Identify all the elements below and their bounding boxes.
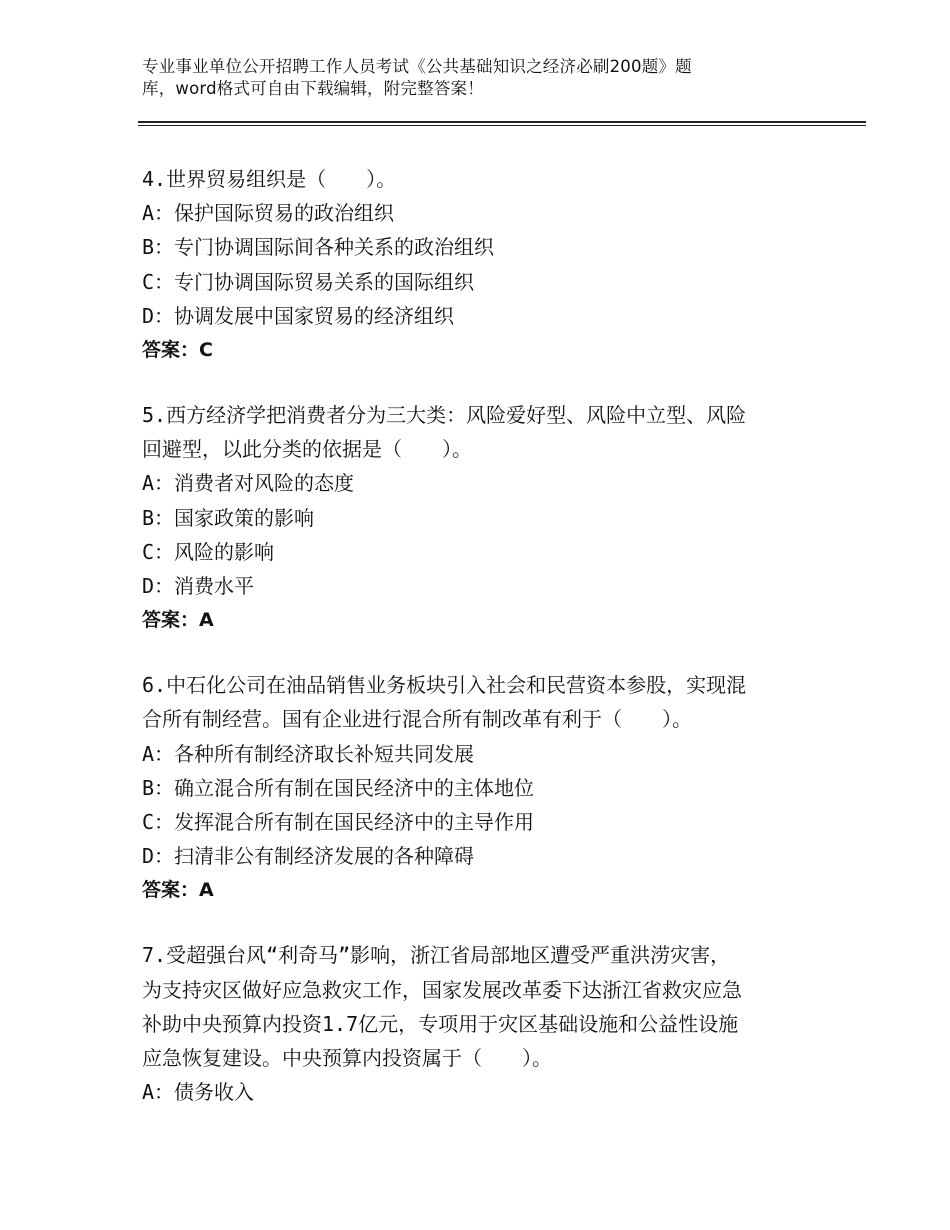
document-header [142,56,782,100]
answer-option: A：债务收入 [142,1080,255,1105]
question-stem-line: 为支持灾区做好应急救灾工作，国家发展改革委下达浙江省救灾应急 [142,977,742,1002]
header-divider-thin [138,125,866,126]
answer-option: B：确立混合所有制在国民经济中的主体地位 [142,775,535,800]
answer-option: C：专门协调国际贸易关系的国际组织 [142,269,475,294]
answer-option: C：发挥混合所有制在国民经济中的主导作用 [142,810,535,835]
answer-key: 答案：A [142,609,214,632]
answer-key: 答案：A [142,879,214,902]
question-stem-line: 应急恢复建设。中央预算内投资属于（ ）。 [142,1046,552,1071]
question-list [142,162,802,1140]
question-stem-line: 5.西方经济学把消费者分为三大类：风险爱好型、风险中立型、风险 [142,403,747,428]
header-divider-thick [138,121,866,123]
question-stem-line: 6.中石化公司在油品销售业务板块引入社会和民营资本参股，实现混 [142,673,747,698]
question-block [142,938,802,1109]
answer-option: D：消费水平 [142,574,255,599]
question-stem-line: 合所有制经营。国有企业进行混合所有制改革有利于（ ）。 [142,707,692,732]
question-stem-line: 回避型，以此分类的依据是（ ）。 [142,437,472,462]
answer-option: C：风险的影响 [142,539,275,564]
answer-option: B：专门协调国际间各种关系的政治组织 [142,235,495,260]
question-stem-line: 补助中央预算内投资1.7亿元，专项用于灾区基础设施和公益性设施 [142,1011,739,1036]
answer-option: A：消费者对风险的态度 [142,471,355,496]
answer-option: A：各种所有制经济取长补短共同发展 [142,741,475,766]
answer-option: B：国家政策的影响 [142,505,315,530]
answer-option: D：扫清非公有制经济发展的各种障碍 [142,844,475,869]
question-block [142,668,802,907]
question-block [142,398,802,637]
answer-option: A：保护国际贸易的政治组织 [142,201,395,226]
question-stem-line: 4.世界贸易组织是（ ）。 [142,167,397,191]
header-line-2: 库，word格式可自由下载编辑，附完整答案！ [142,79,484,98]
answer-key: 答案：C [142,339,213,362]
header-line-1: 专业事业单位公开招聘工作人员考试《公共基础知识之经济必刷200题》题 [142,57,692,76]
question-block [142,162,802,367]
question-stem-line: 7.受超强台风“利奇马”影响，浙江省局部地区遭受严重洪涝灾害， [142,943,731,968]
answer-option: D：协调发展中国家贸易的经济组织 [142,303,455,328]
